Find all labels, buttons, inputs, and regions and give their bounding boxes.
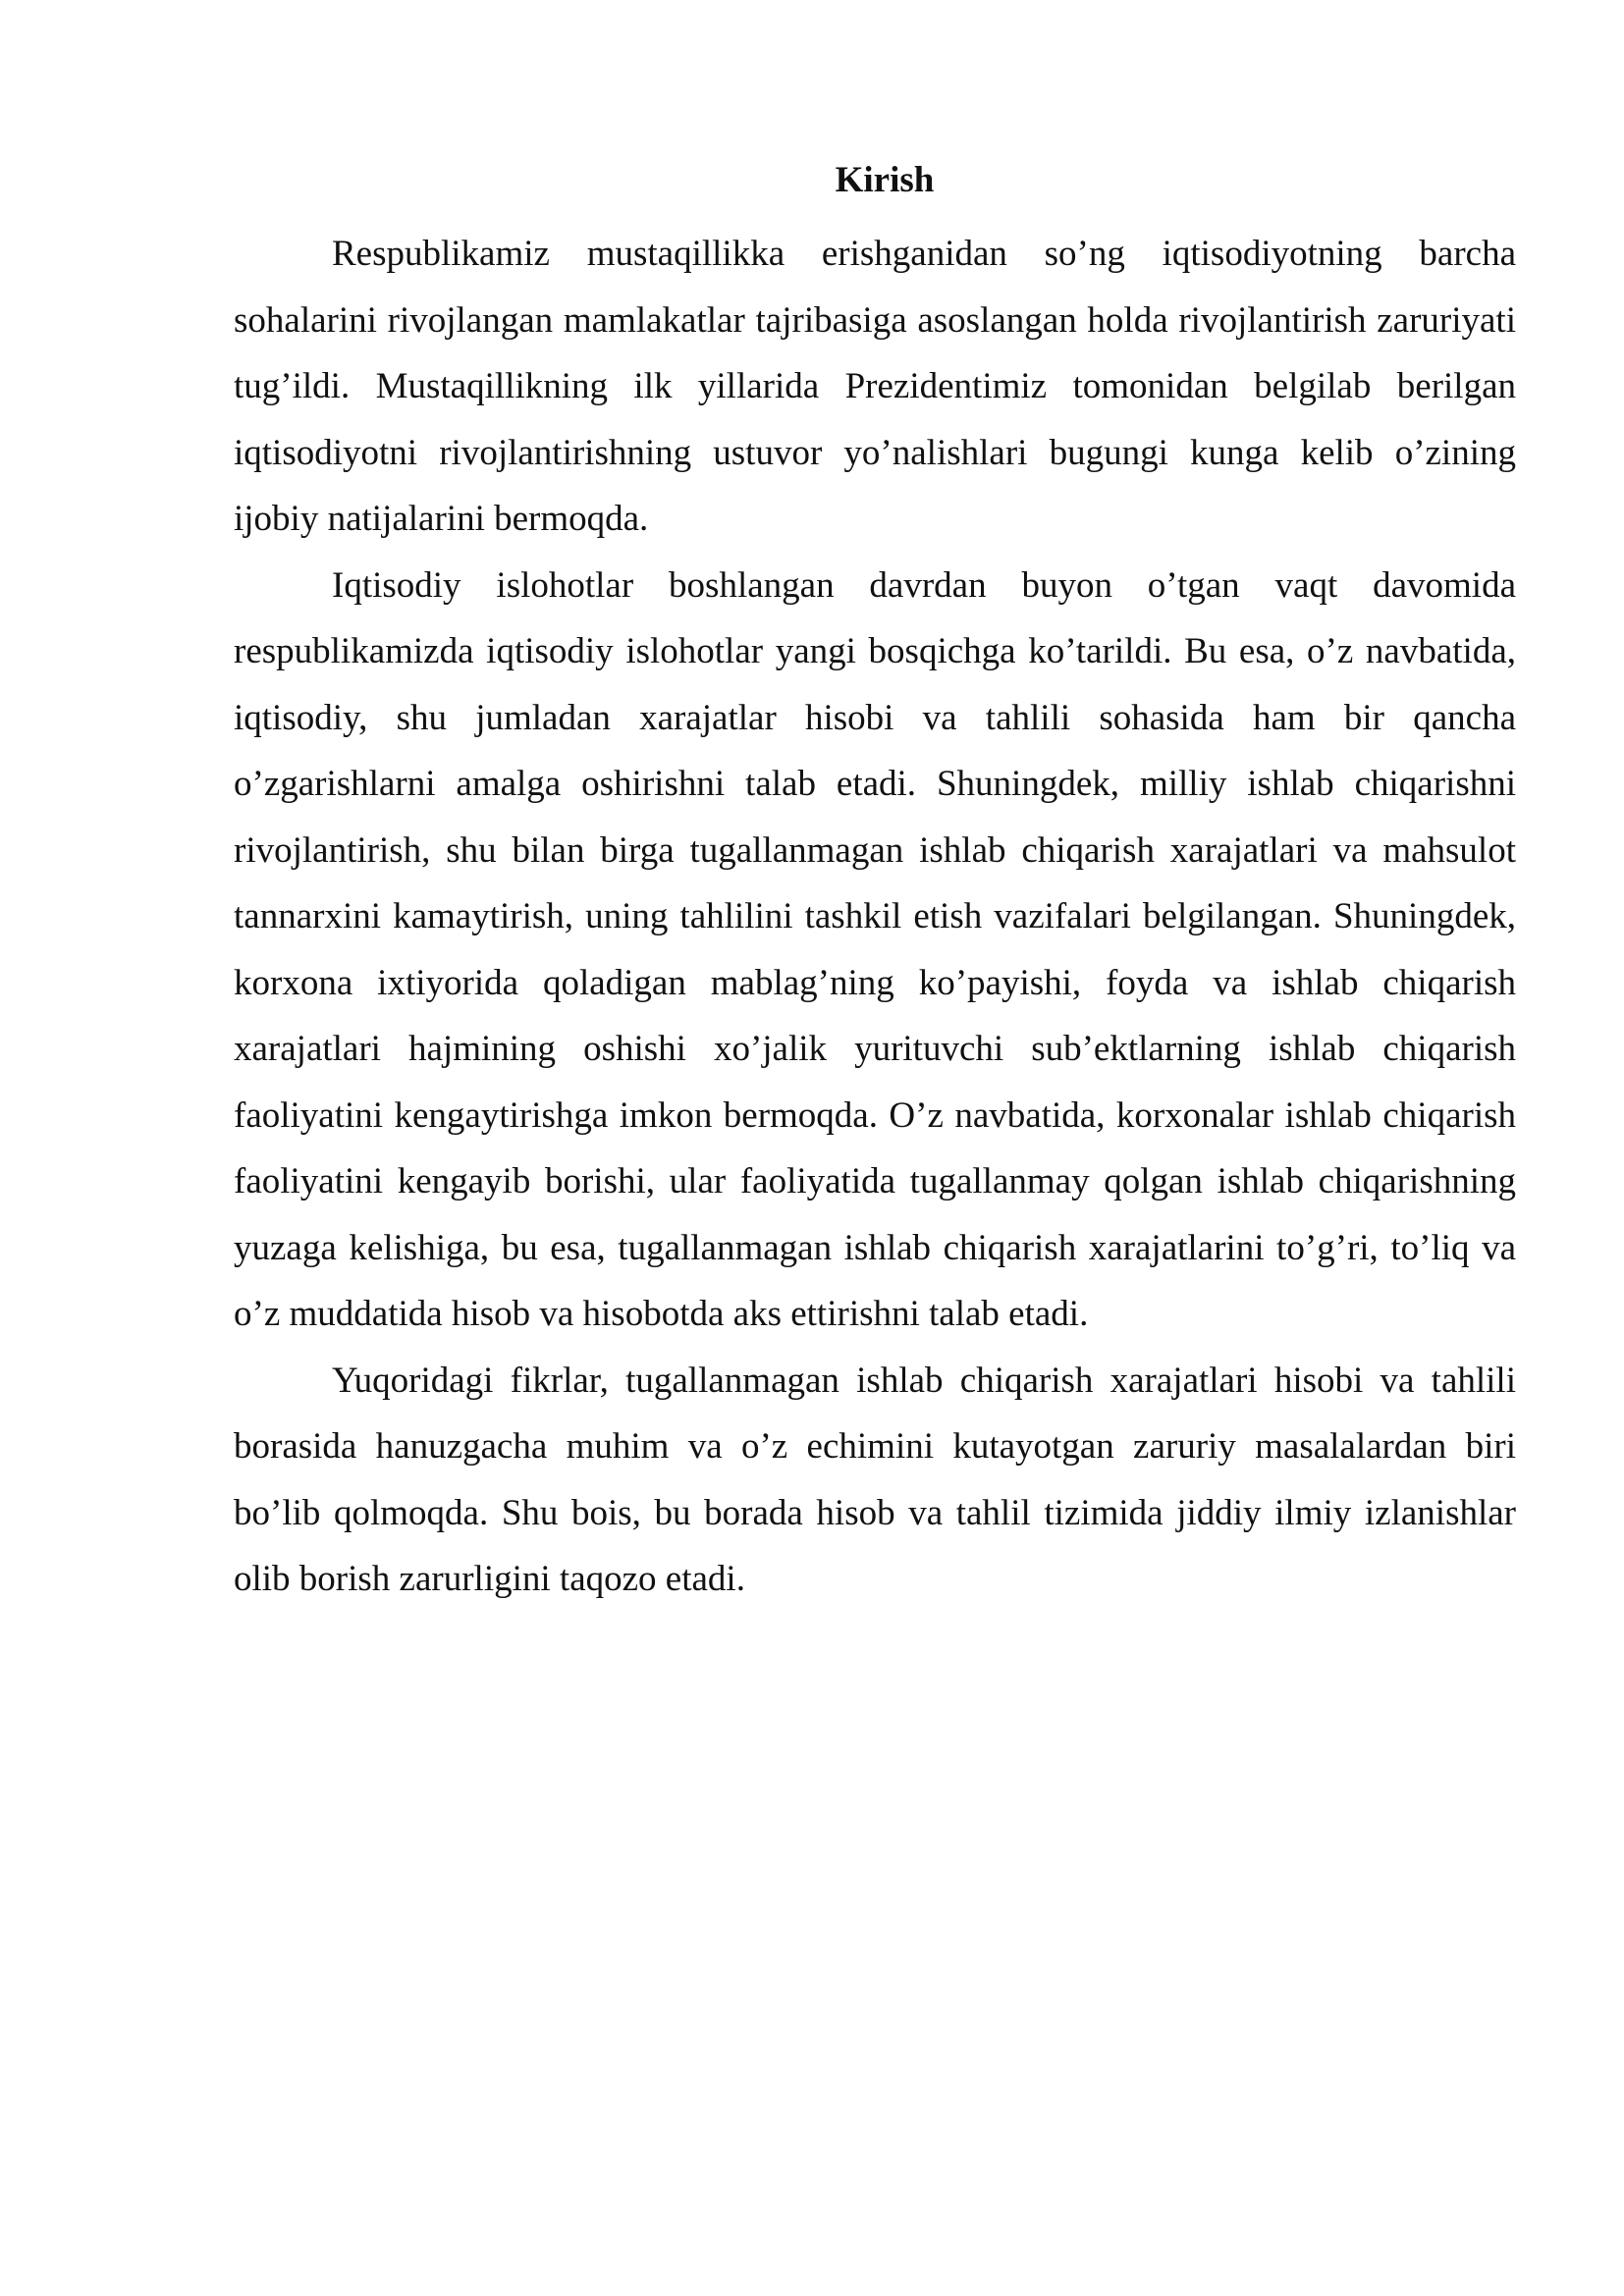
paragraph-1: Respublikamiz mustaqillikka erishganidan so’ng iqtisodiyotning barcha sohalarini rivojlangan mamlakatlar tajribasiga asoslangan holda rivojlantirish zaruriyati tug’ildi. Mustaqillikning ilk yillarida Prezidentimiz tomonidan belgilab berilgan iqtisodiyotni rivojlantirishning ustuvor yo’nalishlari bugungi kunga kelib o’zining ijobiy natijalarini bermoqda. bbox=[234, 234, 1516, 539]
paragraph-2: Iqtisodiy islohotlar boshlangan davrdan buyon o’tgan vaqt davomida respublikamizda iqtisodiy islohotlar yangi bosqichga ko’tarildi. Bu esa, o’z navbatida, iqtisodiy, shu jumladan xarajatlar hisobi va tahlili sohasida ham bir qancha o’zgarishlarni amalga oshirishni talab etadi. Shuningdek, milliy ishlab chiqarishni rivojlantirish, shu bilan birga tugallanmagan ishlab chiqarish xarajatlari va mahsulot tannarxini kamaytirish, uning tahlilini tashkil etish vazifalari belgilangan. Shuningdek, korxona ixtiyorida qoladigan mablag’ning ko’payishi, foyda va ishlab chiqarish xarajatlari hajmining oshishi xo’jalik yurituvchi sub’ektlarning ishlab chiqarish faoliyatini kengaytirishga imkon bermoqda. O’z navbatida, korxonalar ishlab chiqarish faoliyatini kengayib borishi, ular faoliyatida tugallanmay qolgan ishlab chiqarishning yuzaga kelishiga, bu esa, tugallanmagan ishlab chiqarish xarajatlarini to’g’ri, to’liq va o’z muddatida hisob va hisobotda aks ettirishni talab etadi. bbox=[234, 564, 1516, 1334]
document-body bbox=[234, 147, 1516, 1613]
section-title: Kirish bbox=[835, 160, 935, 200]
paragraph-3: Yuqoridagi fikrlar, tugallanmagan ishlab chiqarish xarajatlari hisobi va tahlili borasida hanuzgacha muhim va o’z echimini kutayotgan zaruriy masalalardan biri bo’lib qolmoqda. Shu bois, bu borada hisob va tahlil tizimida jiddiy ilmiy izlanishlar olib borish zarurligini taqozo etadi. bbox=[234, 1360, 1516, 1599]
